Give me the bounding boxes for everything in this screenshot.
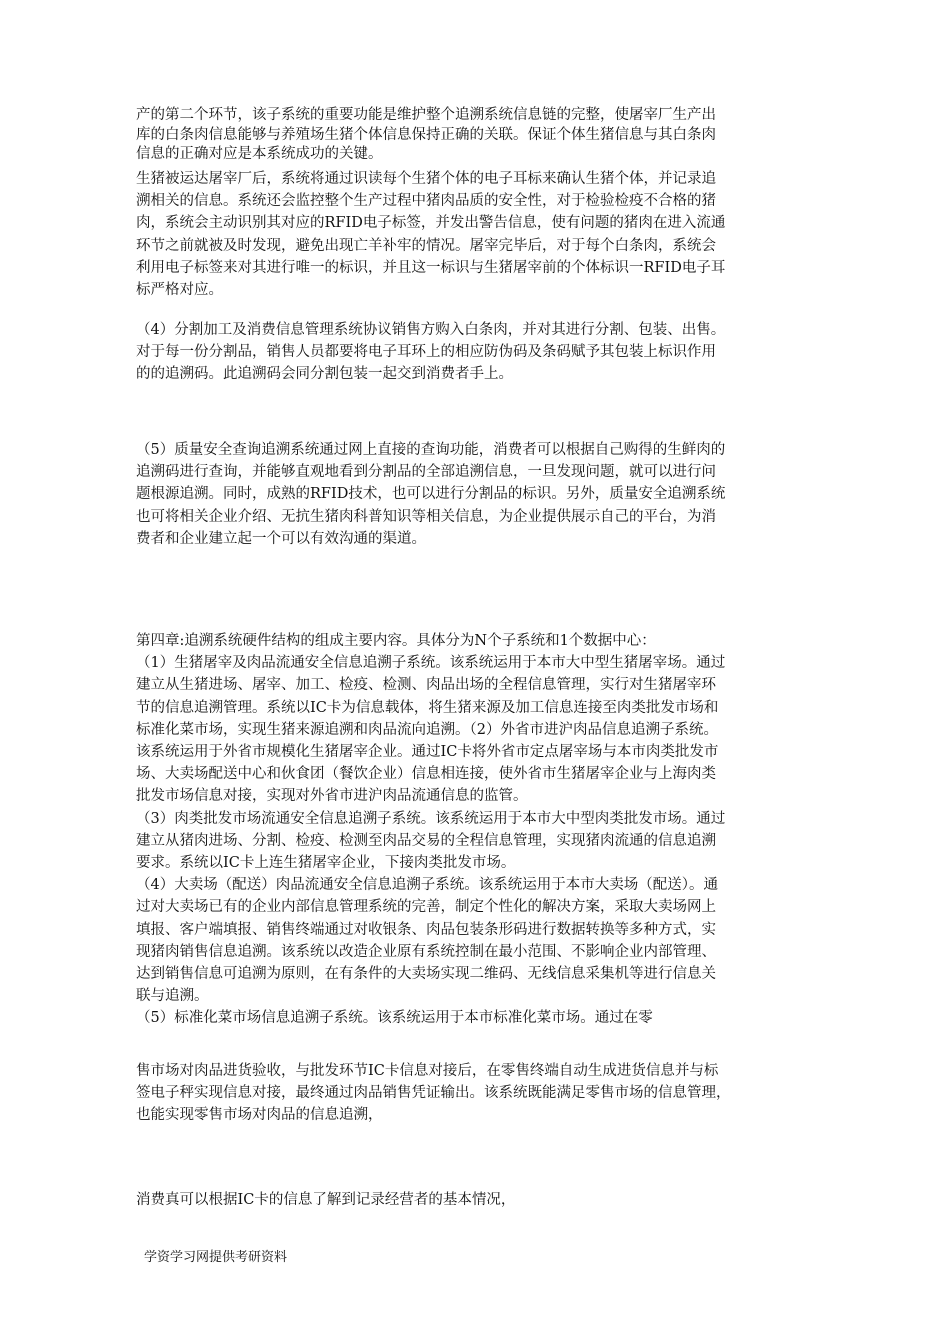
- text-line: （4）分割加工及消费信息管理系统协议销售方购入白条肉，并对其进行分割、包装、出售。: [136, 322, 726, 338]
- text-line: 对于每一份分割品，销售人员都要将电子耳环上的相应防伪码及条码赋予其包装上标识作用: [136, 344, 716, 361]
- text-line: 利用电子标签来对其进行唯一的标识，并且这一标识与生猪屠宰前的个体标识一RFID电子耳: [136, 259, 726, 276]
- paragraph: [136, 439, 786, 550]
- text-line: 也可将相关企业介绍、无抗生猪肉科普知识等相关信息，为企业提供展示自己的平台，为消: [136, 508, 716, 525]
- text-line: 标准化菜市场，实现生猪来源追溯和肉品流向追溯。（2）外省市进沪肉品信息追溯子系统。: [136, 721, 718, 738]
- text-line: 达到销售信息可追溯为原则，在有条件的大卖场实现二维码、无线信息采集机等进行信息关: [136, 966, 716, 983]
- paragraph: [136, 1060, 786, 1127]
- text-line: 建立从猪肉进场、分割、检疫、检测至肉品交易的全程信息管理，实现猪肉流通的信息追溯: [136, 832, 716, 849]
- text-line: 肉，系统会主动识别其对应的RFID电子标签，并发出警告信息，使有问题的猪肉在进入流通: [136, 215, 726, 232]
- paragraph: [136, 106, 786, 165]
- text-line: 的的追溯码。此追溯码会同分割包装一起交到消费者手上。: [136, 366, 513, 383]
- text-line: 溯相关的信息。系统还会监控整个生产过程中猪肉品质的安全性，对于检验检疫不合格的猪: [136, 193, 716, 210]
- text-line: 填报、客户端填报、销售终端通过对收银条、肉品包装条形码进行数据转换等多种方式，实: [136, 921, 716, 938]
- text-line: 现猪肉销售信息追溯。该系统以改造企业原有系统控制在最小范围、不影响企业内部管理、: [136, 943, 716, 960]
- text-line: 要求。系统以IC卡上连生猪屠宰企业，下接肉类批发市场。: [136, 855, 516, 872]
- text-line: 环节之前就被及时发现，避免出现亡羊补牢的情况。屠宰完毕后，对于每个白条肉，系统会: [136, 237, 716, 254]
- text-line: 批发市场信息对接，实现对外省市进沪肉品流通信息的监管。: [136, 788, 528, 805]
- text-line: 生猪被运达屠宰厂后，系统将通过识读每个生猪个体的电子耳标来确认生猪个体，并记录追: [136, 171, 716, 187]
- paragraph: [136, 319, 786, 386]
- text-line: 过对大卖场已有的企业内部信息管理系统的完善，制定个性化的解决方案，采取大卖场网上: [136, 899, 716, 916]
- text-line: 签电子秤实现信息对接，最终通过肉品销售凭证输出。该系统既能满足零售市场的信息管理，: [136, 1085, 731, 1102]
- text-line: 该系统运用于外省市规模化生猪屠宰企业。通过IC卡将外省市定点屠宰场与本市肉类批发市: [136, 744, 719, 761]
- text-line: 也能实现零售市场对肉品的信息追溯，: [136, 1107, 383, 1124]
- paragraph: [136, 168, 786, 301]
- text-line: 场、大卖场配送中心和伙食团（餐饮企业）信息相连接，使外省市生猪屠宰企业与上海肉类: [136, 766, 716, 783]
- paragraph: [136, 1189, 786, 1211]
- page-footer: 学资学习网提供考研资料: [144, 1250, 288, 1265]
- chapter-four-section: [136, 630, 786, 1030]
- text-line: 追溯码进行查询，并能够直观地看到分割品的全部追溯信息，一旦发现问题，就可以进行问: [136, 464, 716, 481]
- text-line: 库的白条肉信息能够与养殖场生猪个体信息保持正确的关联。保证个体生猪信息与其白条肉: [136, 126, 716, 143]
- text-line: 联与追溯。: [136, 988, 209, 1005]
- text-line: （5）标准化菜市场信息追溯子系统。该系统运用于本市标准化菜市场。通过在零: [136, 1010, 653, 1027]
- text-line: （5）质量安全查询追溯系统通过网上直接的查询功能，消费者可以根据自己购得的生鲜肉的: [136, 442, 726, 458]
- text-line: 费者和企业建立起一个可以有效沟通的渠道。: [136, 530, 426, 547]
- text-line: （1）生猪屠宰及肉品流通安全信息追溯子系统。该系统运用于本市大中型生猪屠宰场。通过: [136, 655, 726, 672]
- text-line: 售市场对肉品进货验收，与批发环节IC卡信息对接后，在零售终端自动生成进货信息并与标: [136, 1063, 719, 1079]
- text-line: 产的第二个环节，该子系统的重要功能是维护整个追溯系统信息链的完整，使屠宰厂生产出: [136, 107, 716, 123]
- chapter-heading: 第四章:追溯系统硬件结构的组成主要内容。具体分为N个子系统和1个数据中心：: [136, 633, 656, 649]
- text-line: 题根源追溯。同时，成熟的RFID技术，也可以进行分割品的标识。另外，质量安全追溯系统: [136, 486, 726, 503]
- text-line: 标严格对应。: [136, 282, 223, 299]
- text-line: 信息的正确对应是本系统成功的关键。: [136, 146, 383, 163]
- text-line: （3）肉类批发市场流通安全信息追溯子系统。该系统运用于本市大中型肉类批发市场。通过: [136, 810, 726, 827]
- text-line: 建立从生猪进场、屠宰、加工、检疫、检测、肉品出场的全程信息管理，实行对生猪屠宰环: [136, 677, 716, 694]
- text-line: （4）大卖场（配送）肉品流通安全信息追溯子系统。该系统运用于本市大卖场（配送）。通: [136, 877, 718, 894]
- text-line: 节的信息追溯管理。系统以IC卡为信息载体，将生猪来源及加工信息连接至肉类批发市场和: [136, 699, 719, 716]
- text-line: 消费真可以根据IC卡的信息了解到记录经营者的基本情况，: [136, 1192, 516, 1208]
